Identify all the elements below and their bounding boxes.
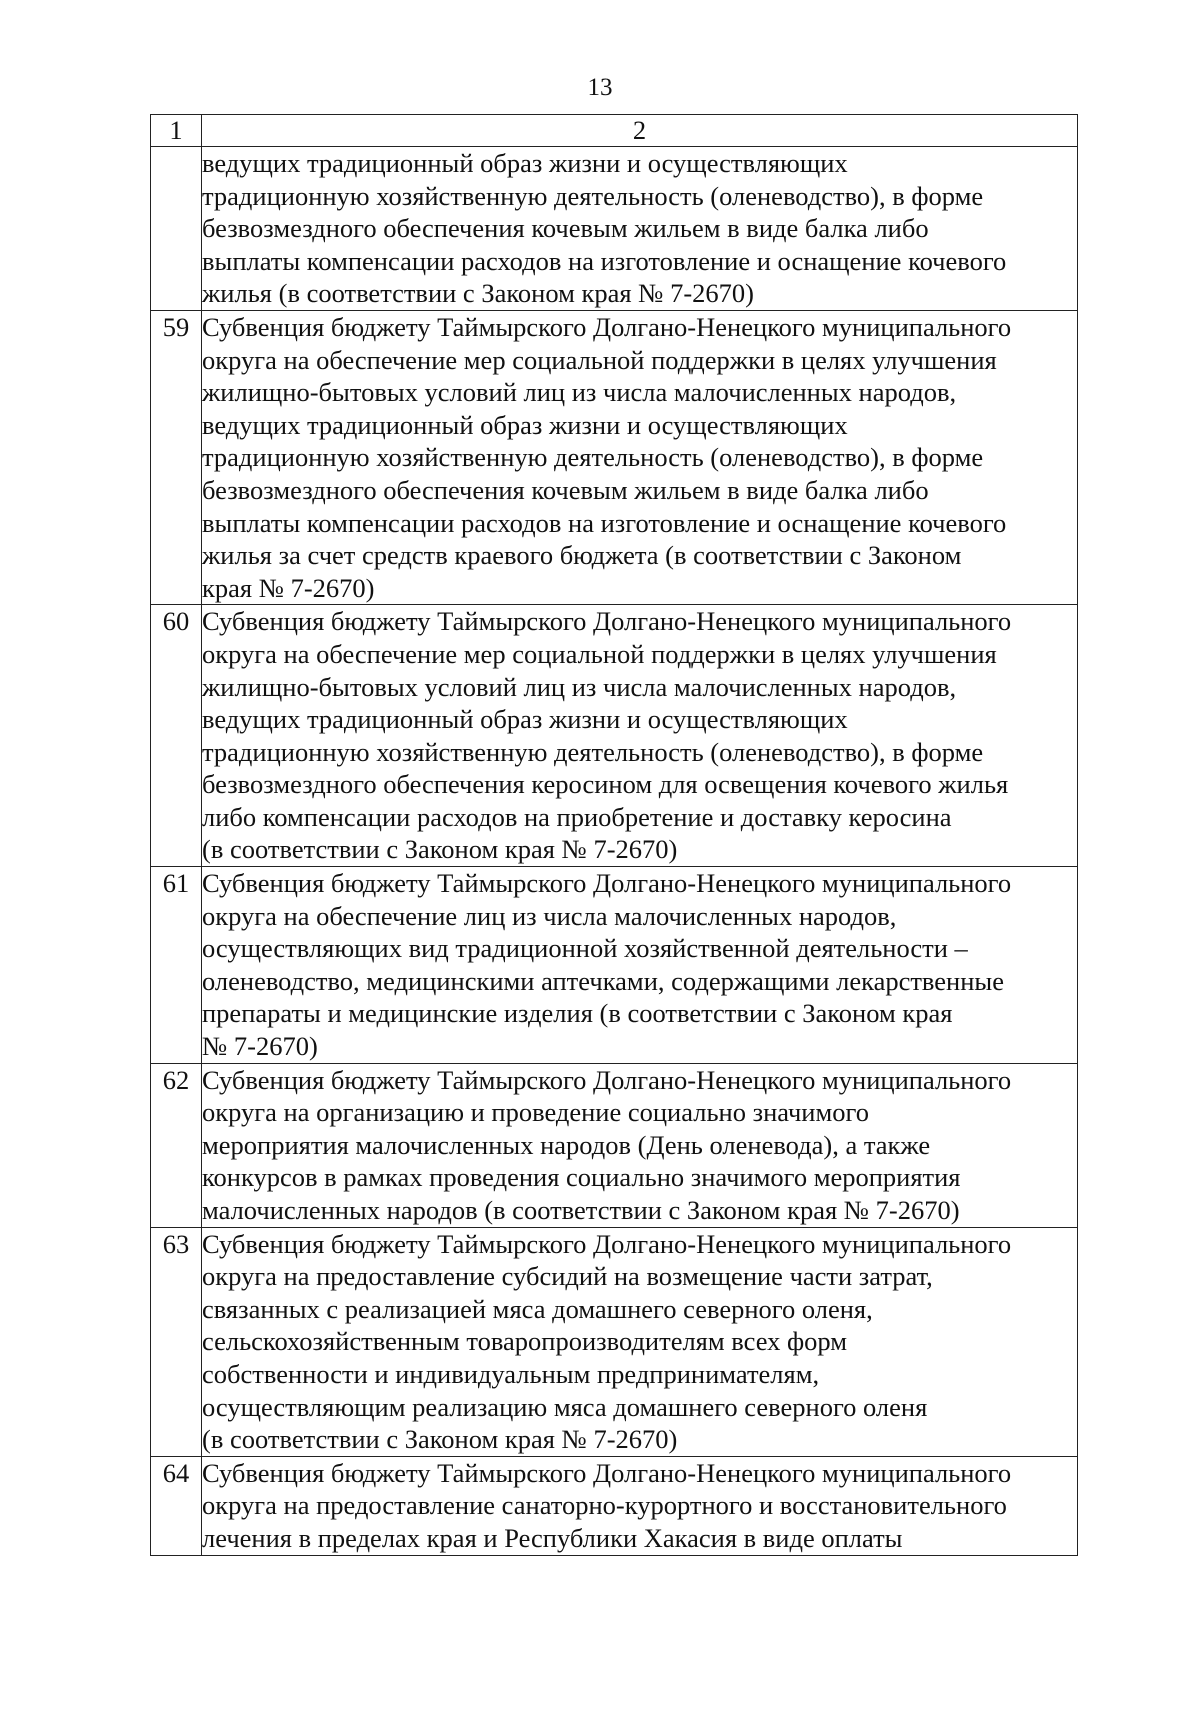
header-col-number: 1 bbox=[151, 115, 202, 147]
row-number: 64 bbox=[151, 1456, 202, 1555]
text-line: Субвенция бюджету Таймырского Долгано-Ненецкого муниципального bbox=[202, 606, 1012, 637]
document-table bbox=[150, 114, 1078, 1556]
text-line: традиционную хозяйственную деятельность (оленеводство), в форме bbox=[202, 442, 984, 473]
text-line: ведущих традиционный образ жизни и осуществляющих bbox=[202, 409, 848, 440]
text-line: мероприятия малочисленных народов (День оленевода), а также bbox=[202, 1129, 931, 1160]
table-row bbox=[151, 605, 1078, 867]
text-line: препараты и медицинские изделия (в соответствии с Законом края bbox=[202, 998, 953, 1029]
text-line: округа на предоставление санаторно-курортного и восстановительного bbox=[202, 1490, 1007, 1521]
text-line: традиционную хозяйственную деятельность (оленеводство), в форме bbox=[202, 736, 984, 767]
text-line: округа на обеспечение мер социальной поддержки в целях улучшения bbox=[202, 344, 997, 375]
text-line: округа на обеспечение лиц из числа малочисленных народов, bbox=[202, 900, 897, 931]
text-line: ведущих традиционный образ жизни и осуществляющих bbox=[202, 704, 848, 735]
text-line: № 7-2670) bbox=[202, 1031, 318, 1062]
text-line: выплаты компенсации расходов на изготовление и оснащение кочевого bbox=[202, 507, 1007, 538]
row-description bbox=[202, 1227, 1078, 1456]
row-description bbox=[202, 1063, 1078, 1227]
text-line: осуществляющих вид традиционной хозяйственной деятельности – bbox=[202, 933, 968, 964]
table-row bbox=[151, 147, 1078, 311]
text-line: Субвенция бюджету Таймырского Долгано-Ненецкого муниципального bbox=[202, 311, 1012, 342]
text-line: собственности и индивидуальным предпринимателям, bbox=[202, 1358, 820, 1389]
row-number: 59 bbox=[151, 310, 202, 604]
text-line: либо компенсации расходов на приобретение и доставку керосина bbox=[202, 801, 952, 832]
table-row bbox=[151, 1227, 1078, 1456]
text-line: ведущих традиционный образ жизни и осуществляющих bbox=[202, 148, 848, 178]
table-row bbox=[151, 1063, 1078, 1227]
row-description bbox=[202, 867, 1078, 1064]
text-line: жилья (в соответствии с Законом края № 7-2670) bbox=[202, 278, 754, 309]
row-number bbox=[151, 147, 202, 311]
text-line: малочисленных народов (в соответствии с Законом края № 7-2670) bbox=[202, 1195, 960, 1225]
row-description bbox=[202, 605, 1078, 867]
text-line: сельскохозяйственным товаропроизводителям всех форм bbox=[202, 1326, 848, 1357]
text-line: жилья за счет средств краевого бюджета (в соответствии с Законом bbox=[202, 540, 962, 571]
text-line: безвозмездного обеспечения кочевым жильем в виде балка либо bbox=[202, 474, 929, 505]
text-line: лечения в пределах края и Республики Хакасия в виде оплаты bbox=[202, 1522, 903, 1553]
text-line: традиционную хозяйственную деятельность (оленеводство), в форме bbox=[202, 180, 984, 211]
text-line: осуществляющим реализацию мяса домашнего северного оленя bbox=[202, 1391, 928, 1422]
row-description bbox=[202, 1456, 1078, 1555]
text-line: округа на обеспечение мер социальной поддержки в целях улучшения bbox=[202, 638, 997, 669]
text-line: Субвенция бюджету Таймырского Долгано-Ненецкого муниципального bbox=[202, 1228, 1012, 1259]
page-number: 13 bbox=[587, 74, 613, 101]
row-description bbox=[202, 147, 1078, 311]
text-line: (в соответствии с Законом края № 7-2670) bbox=[202, 834, 678, 865]
header-col-text: 2 bbox=[202, 115, 1078, 147]
table-row bbox=[151, 867, 1078, 1064]
text-line: конкурсов в рамках проведения социально значимого мероприятия bbox=[202, 1162, 961, 1193]
row-description bbox=[202, 310, 1078, 604]
text-line: безвозмездного обеспечения керосином для освещения кочевого жилья bbox=[202, 769, 1009, 800]
text-line: безвозмездного обеспечения кочевым жильем в виде балка либо bbox=[202, 213, 929, 244]
table-header-row bbox=[151, 115, 1078, 147]
table-row bbox=[151, 310, 1078, 604]
text-line: округа на предоставление субсидий на возмещение части затрат, bbox=[202, 1261, 933, 1292]
text-line: выплаты компенсации расходов на изготовление и оснащение кочевого bbox=[202, 245, 1007, 276]
text-line: оленеводство, медицинскими аптечками, содержащими лекарственные bbox=[202, 965, 1004, 996]
text-line: округа на организацию и проведение социально значимого bbox=[202, 1097, 869, 1128]
row-number: 63 bbox=[151, 1227, 202, 1456]
text-line: Субвенция бюджету Таймырского Долгано-Ненецкого муниципального bbox=[202, 1064, 1012, 1095]
text-line: Субвенция бюджету Таймырского Долгано-Ненецкого муниципального bbox=[202, 1457, 1012, 1488]
table-row bbox=[151, 1456, 1078, 1555]
text-line: (в соответствии с Законом края № 7-2670) bbox=[202, 1424, 678, 1455]
text-line: жилищно-бытовых условий лиц из числа малочисленных народов, bbox=[202, 377, 957, 408]
row-number: 62 bbox=[151, 1063, 202, 1227]
row-number: 61 bbox=[151, 867, 202, 1064]
row-number: 60 bbox=[151, 605, 202, 867]
text-line: края № 7-2670) bbox=[202, 572, 375, 603]
text-line: жилищно-бытовых условий лиц из числа малочисленных народов, bbox=[202, 671, 957, 702]
text-line: связанных с реализацией мяса домашнего северного оленя, bbox=[202, 1293, 873, 1324]
text-line: Субвенция бюджету Таймырского Долгано-Ненецкого муниципального bbox=[202, 868, 1012, 899]
